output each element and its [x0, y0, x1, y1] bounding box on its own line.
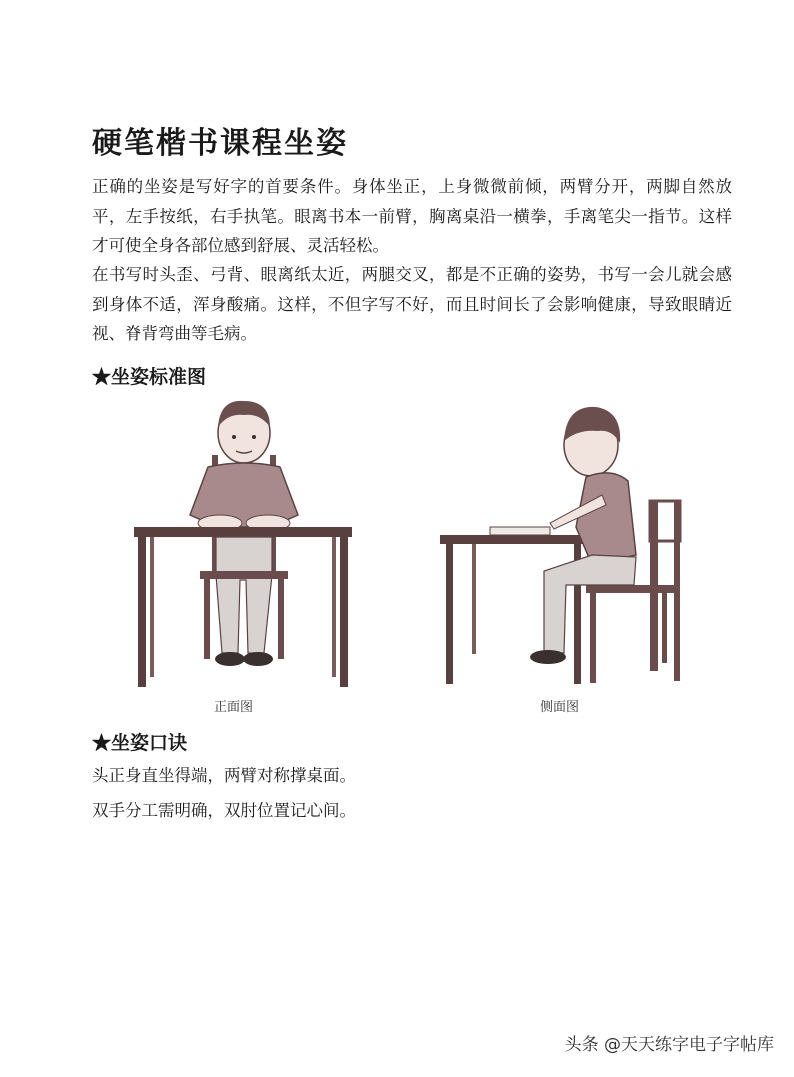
boy-pants	[216, 537, 272, 653]
shoe-right	[243, 652, 273, 666]
rhyme-line-2: 双手分工需明确，双肘位置记心间。	[92, 801, 356, 820]
book	[490, 527, 550, 535]
watermark: 头条 @天天练字电子字帖库	[564, 1035, 774, 1055]
table-leg-left	[138, 537, 146, 687]
front-view-caption: 正面图	[214, 700, 254, 715]
paragraph-incorrect-posture: 在书写时头歪、弓背、眼离纸太近，两腿交叉，都是不正确的姿势，书写一会儿就会感到身体不适，浑身酸痛。这样，不但字写不好，而且时间长了会影响健康，导致眼睛近视、脊背弯曲等毛病。	[92, 265, 732, 343]
boy-shirt	[576, 473, 636, 565]
shoe	[530, 650, 566, 664]
section-heading-posture-rhyme: ★坐姿口诀	[92, 732, 188, 754]
table-top	[134, 527, 352, 537]
front-view-illustration	[128, 395, 360, 690]
paragraph-correct-posture: 正确的坐姿是写好字的首要条件。身体坐正，上身微微前倾，两臂分开，两脚自然放平，左手按纸，右手执笔。眼离书本一前臂，胸离桌沿一横拳，手离笔尖一指节。这样才可使全身各部位感到舒展、灵活轻松。	[92, 177, 732, 255]
chair-seat	[200, 571, 288, 579]
section-heading-standard-posture: ★坐姿标准图	[92, 366, 207, 388]
rhyme-line-1: 头正身直坐得端，两臂对称撑桌面。	[92, 766, 356, 785]
table-leg-left	[446, 544, 453, 684]
table-top	[440, 535, 586, 544]
chair-seat	[586, 585, 678, 593]
page-title: 硬笔楷书课程坐姿	[92, 126, 348, 161]
table-leg-right	[340, 537, 348, 687]
side-view-caption: 侧面图	[540, 700, 580, 715]
shoe-left	[215, 652, 245, 666]
side-view-illustration	[436, 395, 691, 690]
